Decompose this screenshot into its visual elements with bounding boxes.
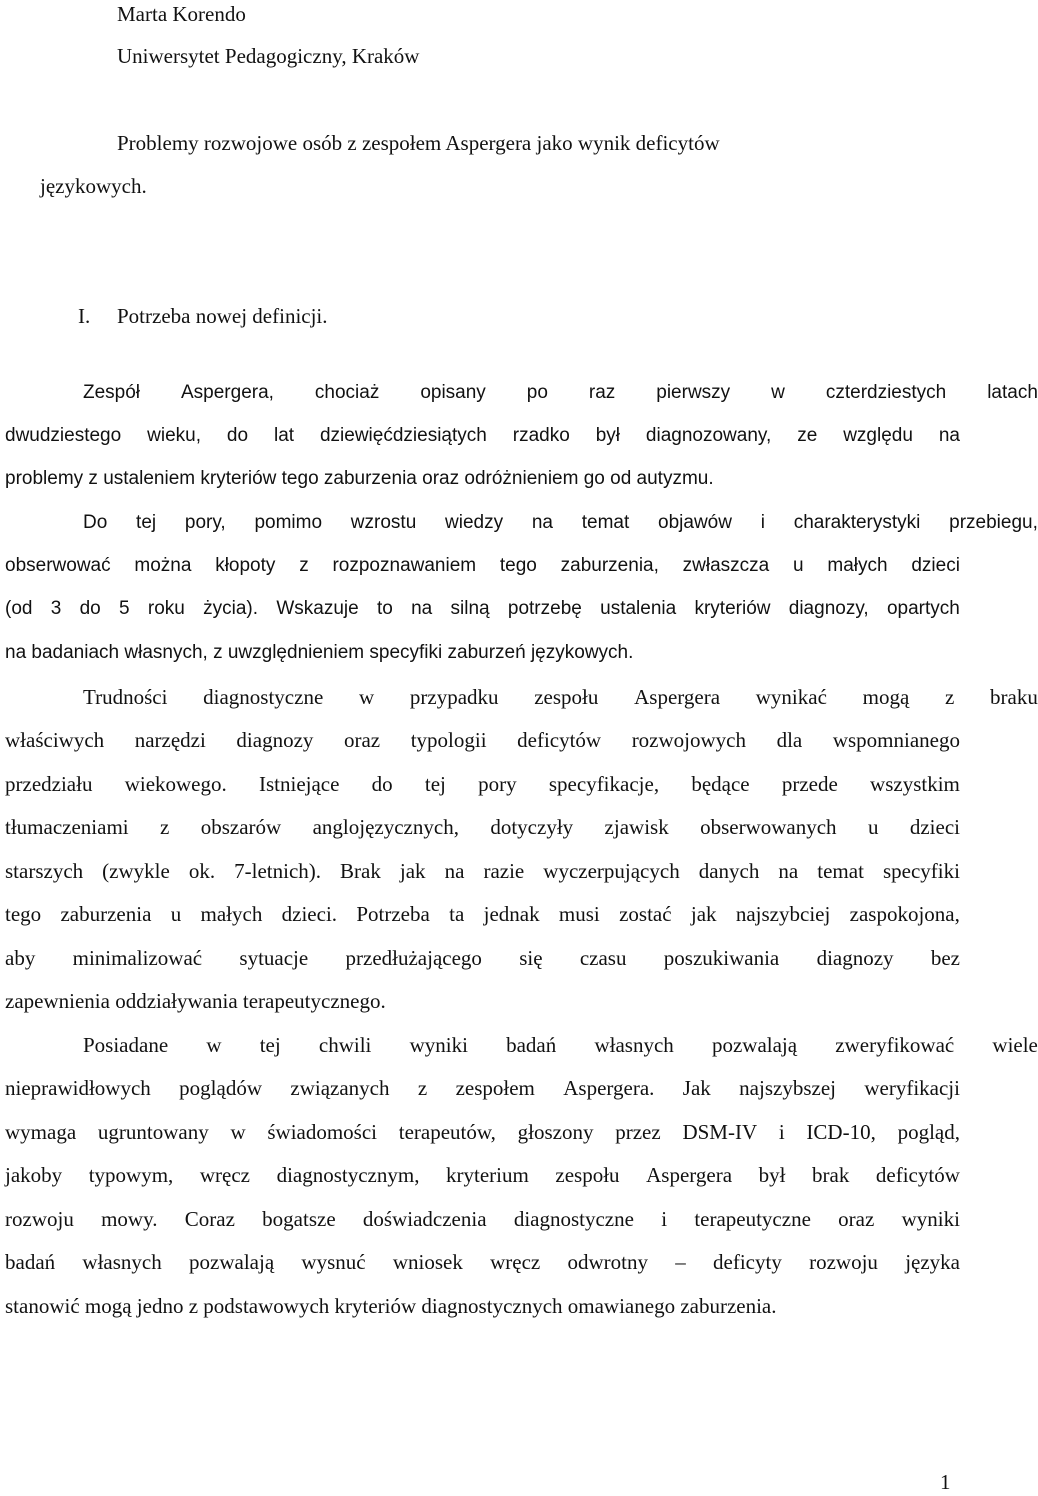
word: obserwowanych (700, 815, 837, 839)
word: Wskazuje (276, 598, 359, 619)
word: opisany (420, 382, 486, 403)
word: tej (136, 512, 157, 533)
word: deficytów (875, 1163, 960, 1187)
word: w (771, 382, 785, 403)
word: zaburzenia, (560, 555, 659, 576)
word: Jak (682, 1076, 711, 1100)
word: małych (827, 555, 888, 576)
word: zjawisk (604, 815, 669, 839)
word: deficytów (517, 728, 602, 752)
word: będące (691, 772, 750, 796)
word: objawów (658, 512, 732, 533)
word: 7-letnich). (234, 859, 322, 883)
text-line (5, 1066, 960, 1110)
text-line (5, 1197, 960, 1241)
word: na (531, 512, 553, 533)
word: zespołem (455, 1076, 535, 1100)
word: oraz (838, 1207, 875, 1231)
word: wręcz (490, 1250, 541, 1274)
word: wyniki (901, 1207, 960, 1231)
word: latach (987, 382, 1038, 403)
word: życia). (203, 598, 259, 619)
section-heading: Potrzeba nowej definicji. (117, 304, 328, 328)
word: był (758, 1163, 786, 1187)
word: kłopoty (215, 555, 276, 576)
word: wiele (992, 1033, 1038, 1057)
text-line (5, 762, 960, 806)
text-line: stanowić mogą jedno z podstawowych kryteriów diagnostycznych omawianego zaburzenia. (5, 1294, 777, 1318)
word: dzieci (909, 815, 960, 839)
word: silną (450, 598, 490, 619)
section-number: I. (78, 304, 91, 328)
word: przedłużającego (345, 946, 482, 970)
word: poglądów (179, 1076, 262, 1100)
word: pogląd, (897, 1120, 960, 1144)
word: przedziału (5, 772, 93, 796)
word: ta (449, 902, 465, 926)
word: potrzebę (507, 598, 582, 619)
word: weryfikacji (864, 1076, 960, 1100)
word: doświadczenia (362, 1207, 487, 1231)
word: charakterystyki (793, 512, 921, 533)
word: brak (812, 1163, 850, 1187)
word: ok. (188, 859, 216, 883)
word: Trudności (83, 685, 168, 709)
word: wszystkim (870, 772, 960, 796)
word: oraz (343, 728, 381, 752)
word: i (778, 1120, 785, 1144)
word: do (226, 425, 249, 446)
text-line (5, 1110, 960, 1154)
word: na (778, 859, 799, 883)
text-line (5, 1240, 960, 1284)
word: bogatsze (262, 1207, 336, 1231)
word: Aspergera, (181, 382, 274, 403)
word: lat (273, 425, 295, 446)
word: bez (930, 946, 960, 970)
word: narzędzi (134, 728, 206, 752)
word: głoszony (517, 1120, 594, 1144)
text-line (5, 1023, 1038, 1067)
word: temat (581, 512, 630, 533)
word: ICD-10, (806, 1120, 876, 1144)
word: czterdziestych (825, 382, 947, 403)
word: zespołu (534, 685, 599, 709)
text-line (5, 501, 1038, 545)
word: sytuacje (239, 946, 309, 970)
word: pory, (184, 512, 226, 533)
page-number: 1 (940, 1470, 951, 1494)
word: ugruntowany (97, 1120, 209, 1144)
word: zwłaszcza (682, 555, 770, 576)
word: przede (781, 772, 838, 796)
text-line (5, 718, 960, 762)
word: własnych (594, 1033, 674, 1057)
text-line (5, 936, 960, 980)
word: wzrostu (350, 512, 417, 533)
word: Aspergera (634, 685, 721, 709)
word: jak (690, 902, 717, 926)
word: rozwoju (809, 1250, 878, 1274)
word: roku (147, 598, 185, 619)
author-name: Marta Korendo (117, 2, 246, 26)
word: tego (499, 555, 537, 576)
text-line (5, 892, 960, 936)
word: mowy. (101, 1207, 158, 1231)
word: odwrotny (567, 1250, 648, 1274)
text-line (5, 544, 960, 588)
text-line (5, 675, 1038, 719)
word: typologii (410, 728, 487, 752)
word: diagnozy (816, 946, 894, 970)
text-line (5, 587, 960, 631)
word: na (411, 598, 433, 619)
word: wyczerpujących (543, 859, 680, 883)
word: tłumaczeniami (5, 815, 129, 839)
word: języka (905, 1250, 960, 1274)
word: wyniki (409, 1033, 468, 1057)
word: danych (698, 859, 760, 883)
word: starszych (5, 859, 84, 883)
word: poszukiwania (663, 946, 780, 970)
word: rozwojowych (631, 728, 746, 752)
word: świadomości (267, 1120, 378, 1144)
word: Zespół (83, 382, 141, 403)
word: tej (259, 1033, 281, 1057)
word: względu (843, 425, 913, 446)
word: zostać (619, 902, 672, 926)
word: kryterium (446, 1163, 529, 1187)
word: pory (478, 772, 517, 796)
word: jakoby (5, 1163, 63, 1187)
word: jednak (483, 902, 540, 926)
word: diagnozy, (788, 598, 869, 619)
word: dla (776, 728, 803, 752)
text-line: zapewnienia oddziaływania terapeutycznego. (5, 989, 386, 1013)
word: zweryfikować (835, 1033, 955, 1057)
word: DSM-IV (682, 1120, 758, 1144)
word: wspomnianego (832, 728, 960, 752)
word: przebiegu, (949, 512, 1038, 533)
word: dziewięćdziesiątych (319, 425, 487, 446)
text-line: problemy z ustaleniem kryteriów tego zaburzenia oraz odróżnieniem go od autyzmu. (5, 468, 714, 489)
word: zaburzenia (60, 902, 152, 926)
word: do (371, 772, 393, 796)
text-line (5, 1153, 960, 1197)
word: diagnozowany, (645, 425, 772, 446)
word: do (79, 598, 101, 619)
word: deficyty (713, 1250, 782, 1274)
word: zespołu (555, 1163, 620, 1187)
word: diagnostyczne (513, 1207, 634, 1231)
word: Brak (340, 859, 381, 883)
word: (od (5, 598, 33, 619)
word: to (376, 598, 393, 619)
word: w (358, 685, 375, 709)
word: chociaż (314, 382, 380, 403)
word: 5 (119, 598, 130, 619)
author-affiliation: Uniwersytet Pedagogiczny, Kraków (117, 44, 420, 68)
word: kryteriów (694, 598, 771, 619)
word: specyfikacje, (548, 772, 660, 796)
word: z (417, 1076, 428, 1100)
title-line-2: językowych. (40, 174, 147, 198)
word: dzieci. (281, 902, 338, 926)
word: Potrzeba (356, 902, 430, 926)
word: Aspergera. (563, 1076, 655, 1100)
word: (zwykle (102, 859, 170, 883)
word: temat (817, 859, 864, 883)
word: obszarów (200, 815, 282, 839)
word: własnych (82, 1250, 162, 1274)
word: Posiadane (83, 1033, 169, 1057)
word: wniosek (392, 1250, 463, 1274)
word: był (595, 425, 620, 446)
word: pozwalają (189, 1250, 275, 1274)
word: przez (615, 1120, 661, 1144)
word: się (519, 946, 543, 970)
word: tej (424, 772, 446, 796)
word: nieprawidłowych (5, 1076, 151, 1100)
word: wymaga (5, 1120, 77, 1144)
word: Do (83, 512, 108, 533)
word: związanych (290, 1076, 390, 1100)
word: wysnuć (301, 1250, 366, 1274)
word: wynikać (755, 685, 827, 709)
word: w (206, 1033, 222, 1057)
word: 3 (50, 598, 62, 619)
word: dzieci (911, 555, 960, 576)
word: rozwoju (5, 1207, 74, 1231)
word: dwudziestego (5, 425, 122, 446)
word: wiekowego. (124, 772, 227, 796)
word: przypadku (409, 685, 499, 709)
word: i (661, 1207, 668, 1231)
word: na (938, 425, 960, 446)
word: ustalenia (600, 598, 677, 619)
word: ze (797, 425, 818, 446)
word: rozpoznawaniem (332, 555, 477, 576)
word: typowym, (88, 1163, 174, 1187)
word: pierwszy (656, 382, 731, 403)
title-line-1: Problemy rozwojowe osób z zespołem Aspergera jako wynik deficytów (117, 131, 720, 155)
word: mogą (862, 685, 910, 709)
text-line (5, 414, 960, 458)
word: Aspergera (646, 1163, 733, 1187)
word: czasu (579, 946, 627, 970)
word: razie (483, 859, 525, 883)
word: diagnozy (236, 728, 314, 752)
word: z (945, 685, 955, 709)
word: aby (5, 946, 36, 970)
word: pomimo (254, 512, 323, 533)
word: u (793, 555, 804, 576)
word: najszybciej (735, 902, 831, 926)
word: anglojęzycznych, (312, 815, 459, 839)
word: specyfiki (882, 859, 960, 883)
word: obserwować (5, 555, 111, 576)
word: Coraz (184, 1207, 235, 1231)
word: diagnostyczne (203, 685, 324, 709)
word: u (170, 902, 182, 926)
word: chwili (318, 1033, 372, 1057)
word: Istniejące (258, 772, 340, 796)
word: po (526, 382, 548, 403)
word: właściwych (5, 728, 105, 752)
word: z (160, 815, 170, 839)
word: pozwalają (711, 1033, 798, 1057)
word: terapeutów, (398, 1120, 496, 1144)
word: badań (506, 1033, 557, 1057)
word: małych (200, 902, 263, 926)
word: wieku, (147, 425, 201, 446)
word: można (134, 555, 192, 576)
word: rzadko (512, 425, 570, 446)
word: diagnostycznym, (276, 1163, 420, 1187)
word: tego (5, 902, 42, 926)
text-line (5, 805, 960, 849)
word: wiedzy (445, 512, 504, 533)
word: z (299, 555, 309, 576)
text-line: na badaniach własnych, z uwzględnieniem specyfiki zaburzeń językowych. (5, 642, 634, 663)
word: jak (399, 859, 426, 883)
word: braku (990, 685, 1038, 709)
word: zaspokojona, (849, 902, 960, 926)
word: wręcz (199, 1163, 250, 1187)
word: najszybszej (739, 1076, 836, 1100)
word: i (760, 512, 765, 533)
word: u (867, 815, 879, 839)
text-line (5, 371, 1038, 415)
word: dotyczyły (490, 815, 574, 839)
word: w (230, 1120, 246, 1144)
word: na (444, 859, 465, 883)
word: opartych (886, 598, 960, 619)
word: – (675, 1250, 686, 1274)
word: terapeutyczne (694, 1207, 811, 1231)
text-line (5, 849, 960, 893)
word: raz (588, 382, 616, 403)
word: minimalizować (72, 946, 203, 970)
word: musi (558, 902, 600, 926)
word: badań (5, 1250, 56, 1274)
